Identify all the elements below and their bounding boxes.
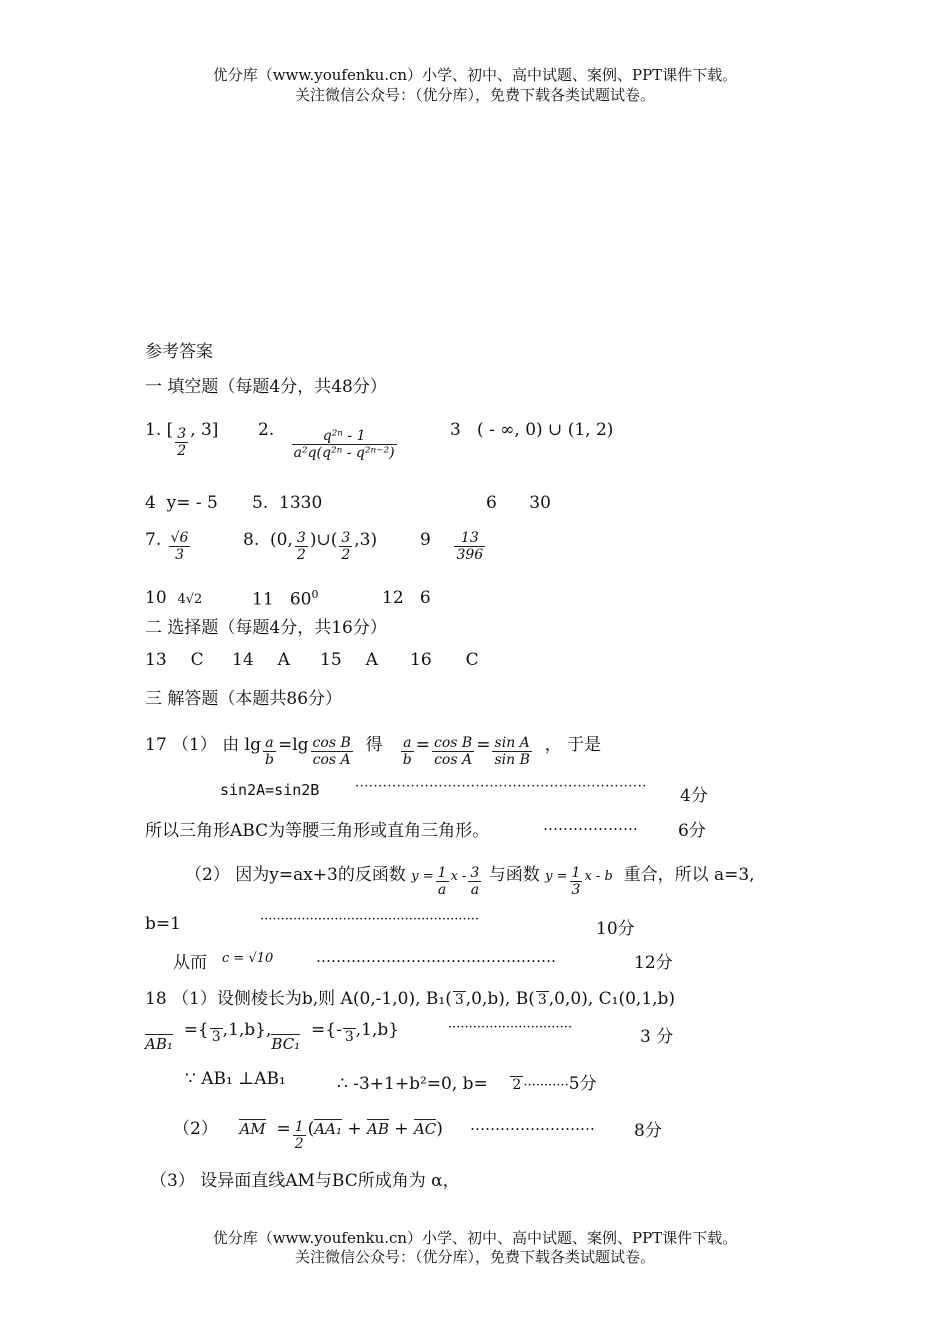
answer-14 [232,650,290,670]
q17-p1-cosA2: cos A [434,752,473,768]
q17-p2-a2: a [470,882,480,898]
answer-10 [145,588,202,608]
answer-16-label: 16 [410,650,432,670]
answer-9-label: 9 [420,530,431,550]
answer-1-label: 1. [ [145,420,174,440]
page-title: 参考答案 [145,342,213,362]
answer-8-label: 8. [243,530,260,550]
answer-1-den: 2 [177,443,187,459]
section-choice-heading: 二 选择题（每题4分，共16分） [145,618,387,638]
answer-6-value: 30 [529,493,551,513]
answer-3-label: 3 [450,420,461,440]
q17-p1-lg: lg [244,735,261,755]
q18-vectors [145,1020,399,1052]
answer-1-tail: , 3] [190,420,219,440]
answer-3 [450,420,613,440]
answer-12-value: 6 [419,588,431,608]
q18-line3-sqrt2: 2 [512,1077,522,1093]
q17-p2-score: 10分 [596,919,635,939]
answer-11 [252,588,319,610]
q17-line3-score: 6分 [678,821,706,841]
q17-p1-cosA: cos A [312,752,351,768]
q18-vec2-tail: ,1,b} [355,1020,400,1040]
answer-5 [252,493,322,513]
answer-6 [486,493,551,513]
q17-p1-b: b [265,752,274,768]
q17-p2-y: y = [411,869,434,884]
q18-line3-score: 5分 [568,1074,597,1094]
q17-p2-one2: 1 [571,865,581,881]
answer-13-label: 13 [145,650,167,670]
answer-8-mid: )∪( [309,530,338,550]
q17-p1-a: a [263,735,276,752]
q18-p2-dots: ……………………. [470,1116,595,1134]
q17-p2-coincide: 重合，所以 a=3, [623,865,755,885]
answer-7-num: √6 [170,530,189,546]
q18-p1-sqrt3b: 3 [537,992,547,1008]
q17-line2-score: 4分 [680,786,708,806]
answer-5-value: 1330 [279,493,323,513]
answer-2 [258,420,399,461]
answer-9 [420,530,487,563]
q17-p1-label: 17 （1） 由 [145,735,240,755]
q18-p1-b: ,0,b), B( [465,989,535,1009]
footer-line-2: 关注微信公众号：（优分库），免费下载各类试题试卷。 [294,1248,655,1266]
q18-part2: （2） AM = $\frac{1}{2}$ (AA₁ + AB + AC) [173,1119,443,1152]
answer-2-num: q²ⁿ - 1 [292,428,397,445]
header-line-2: 关注微信公众号：（优分库），免费下载各类试题试卷。 [294,86,655,104]
q17-line3-dots: ………………. [543,816,638,834]
answer-4-label: 4 [145,493,156,513]
q17-p1-then: ， 于是 [544,735,602,755]
answer-1-num: 3 [177,426,187,442]
q17-p2-three: 3 [470,865,480,881]
footer-line-1: 优分库（www.youfenku.cn）小学、初中、高中试题、案例、PPT课件下载。 [212,1229,738,1247]
answer-12-label: 12 [382,588,404,608]
q17-p2-x: x - [450,869,467,884]
q18-vec1-tail: ,1,b}, [222,1020,272,1040]
answer-8-num2: 3 [341,530,351,546]
q18-p2-one: 1 [294,1119,304,1135]
q17-p2-with: 与函数 [488,865,540,885]
header-line-1: 优分库（www.youfenku.cn）小学、初中、高中试题、案例、PPT课件下载。 [212,66,738,84]
q18-vec2-open: ={- [311,1020,342,1040]
q18-line3 [337,1069,597,1094]
q18-p2-ac: AC [413,1120,437,1138]
answer-3-value: ( - ∞, 0) ∪ (1, 2) [477,420,614,440]
section-solve-heading: 三 解答题（本题共86分） [145,689,343,709]
q17-p3-score: 12分 [634,953,673,973]
q17-p1-sinB: sin B [494,752,530,768]
q17-p3-label: 从而 [173,953,207,973]
q17-p2-three2: 3 [571,882,581,898]
q17-part1 [145,730,601,768]
q18-p2-two: 2 [294,1136,304,1152]
answer-7-label: 7. [145,530,162,550]
answer-9-num: 13 [454,530,485,547]
q18-p2-ab: AB [367,1120,389,1138]
q17-p1-b2: b [402,752,412,768]
q17-p2-dots: ····················································· [260,912,480,927]
q17-p1-eq-b: = [476,735,491,755]
answer-8-part1: (0, [270,530,293,550]
q17-p1-cosB: cos B [312,735,351,751]
answer-8-tail: ,3) [354,530,378,550]
q17-p2-one: 1 [437,865,447,881]
q18-part3: （3） 设异面直线AM与BC所成角为 α， [150,1171,460,1191]
q18-p1-a: 18 （1）设侧棱长为b,则 A(0,-1,0), B₁( [145,989,452,1009]
answer-15-value: A [365,650,378,670]
answer-11-value: 60 [289,589,312,610]
q17-p2-xb: x - b [584,869,613,884]
answer-16-value: C [465,650,479,670]
q17-p1-eq-lg: =lg [277,735,309,755]
answer-15 [320,650,378,670]
answer-12 [382,588,431,608]
q18-line2-score: 3 分 [640,1027,674,1047]
answer-5-label: 5. [252,493,269,513]
q17-part2 [185,860,755,898]
q18-vec-bc1: BC₁ [271,1035,301,1053]
answer-11-sup: 0 [311,588,319,601]
q17-p2-a: a [437,882,447,898]
answer-8-den2: 2 [341,547,351,563]
q17-p1-cosB2: cos B [434,735,473,751]
answer-8 [243,530,377,563]
q18-p2-am: AM [239,1120,266,1138]
q17-p1-get: 得 [365,735,383,755]
q18-line3-dots: ··········· [523,1078,569,1093]
answer-8-num1: 3 [296,530,306,546]
q17-p1-a2: a [401,735,414,752]
q18-sqrt3c: 3 [211,1029,221,1045]
answer-2-den: a²q(q²ⁿ - q²ⁿ⁻²) [293,445,395,461]
q18-p2-label: （2） [173,1119,218,1139]
q18-line3a: ∵ AB₁ ⊥AB₁ [185,1069,286,1089]
answer-13-value: C [190,650,204,670]
q18-sqrt3d: 3 [344,1029,354,1045]
answer-14-label: 14 [232,650,254,670]
q17-line2-dots: ······························································· [355,779,647,794]
q18-line2-dots: ······························ [448,1020,572,1035]
q18-p2-aa1: AA₁ [314,1120,342,1138]
answer-2-label: 2. [258,420,275,440]
q17-p2-y2: y = [545,869,568,884]
answer-7-den: 3 [175,547,185,563]
answer-7 [145,530,192,563]
q17-p3-dots: ………………………………………… [316,948,556,966]
q17-p1-eq-a: = [415,735,430,755]
answer-10-label: 10 [145,588,167,608]
section-fill-heading: 一 填空题（每题4分，共48分） [145,377,387,397]
q18-vec-ab1: AB₁ [145,1035,173,1053]
q18-p2-eq: = [276,1119,291,1139]
answer-1 [145,420,218,459]
q17-line3: 所以三角形ABC为等腰三角形或直角三角形。 [145,821,490,841]
answer-14-value: A [277,650,290,670]
q17-p3-eq: c = √10 [222,951,274,966]
answer-13 [145,650,204,670]
q18-p2-score: 8分 [634,1121,662,1141]
answer-16 [410,650,479,670]
answer-15-label: 15 [320,650,342,670]
q18-part1 [145,984,675,1009]
q17-p2-label: （2） 因为y=ax+3的反函数 [185,865,406,885]
answer-6-label: 6 [486,493,497,513]
answer-11-label: 11 [252,589,274,610]
q17-line2: sin2A=sin2B [220,781,320,799]
q18-vec1-open: ={ [183,1020,209,1040]
q17-p1-sinA: sin A [492,735,531,752]
answer-8-den1: 2 [296,547,306,563]
answer-4 [145,493,218,513]
q18-p1-sqrt3a: 3 [454,992,464,1008]
q17-p2-b: b=1 [145,914,181,934]
q18-line3b: ∴ -3+1+b²=0, b= [337,1074,488,1094]
q18-p1-c: ,0,0), C₁(0,1,b) [548,989,676,1009]
answer-10-value: 4√2 [177,592,203,607]
answer-4-value: y= - 5 [166,493,218,513]
answer-9-den: 396 [456,547,484,563]
